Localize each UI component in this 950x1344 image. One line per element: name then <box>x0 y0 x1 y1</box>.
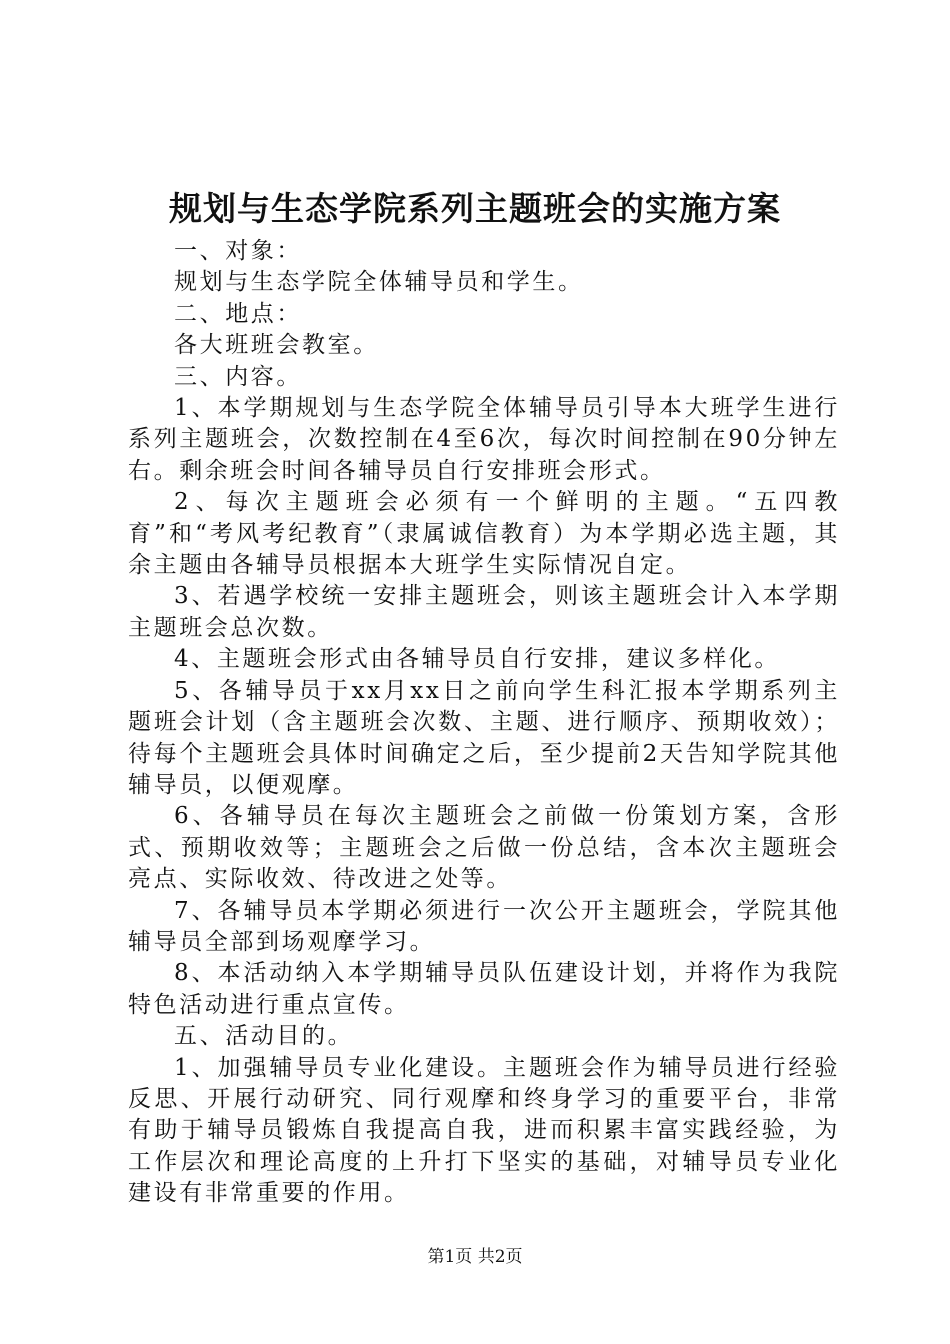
content-item-7: 7、各辅导员本学期必须进行一次公开主题班会，学院其他辅导员全部到场观摩学习。 <box>128 897 840 955</box>
content-item-6: 6、各辅导员在每次主题班会之前做一份策划方案，含形式、预期收效等；主题班会之后做一份总结，含本次主题班会亮点、实际收效、待改进之处等。 <box>128 803 840 893</box>
paragraph: 各大班班会教室。 <box>174 332 379 359</box>
document-body <box>128 236 840 1210</box>
section-heading-content: 三、内容。 <box>174 363 302 390</box>
content-item-8: 8、本活动纳入本学期辅导员队伍建设计划，并将作为我院特色活动进行重点宣传。 <box>128 960 840 1018</box>
document-title: 规划与生态学院系列主题班会的实施方案 <box>169 189 781 228</box>
section-heading-purpose: 五、活动目的。 <box>174 1023 354 1050</box>
page-number: 第1页 共2页 <box>427 1247 523 1267</box>
content-item-4: 4、主题班会形式由各辅导员自行安排，建议多样化。 <box>174 646 781 673</box>
content-item-5: 5、各辅导员于xx月xx日之前向学生科汇报本学期系列主题班会计划（含主题班会次数、主题、进行顺序、预期收效）；待每个主题班会具体时间确定之后，至少提前2天告知学院其他辅导员，以便观摩。 <box>128 677 840 798</box>
purpose-item-1: 1、加强辅导员专业化建设。主题班会作为辅导员进行经验反思、开展行动研究、同行观摩和终身学习的重要平台，非常有助于辅导员锻炼自我提高自我，进而积累丰富实践经验，为工作层次和理论高度的上升打下坚实的基础，对辅导员专业化建设有非常重要的作用。 <box>128 1054 840 1207</box>
section-heading-target: 一、对象： <box>174 238 302 264</box>
content-item-1: 1、本学期规划与生态学院全体辅导员引导本大班学生进行系列主题班会，次数控制在4至6次，每次时间控制在90分钟左右。剩余班会时间各辅导员自行安排班会形式。 <box>128 395 840 484</box>
content-item-2: 2、每次主题班会必须有一个鲜明的主题。“五四教育”和“考风考纪教育”（隶属诚信教育）为本学期必选主题，其余主题由各辅导员根据本大班学生实际情况自定。 <box>128 489 840 579</box>
content-item-3: 3、若遇学校统一安排主题班会，则该主题班会计入本学期主题班会总次数。 <box>128 583 840 641</box>
paragraph: 规划与生态学院全体辅导员和学生。 <box>174 269 584 296</box>
section-heading-location: 二、地点： <box>174 300 302 327</box>
